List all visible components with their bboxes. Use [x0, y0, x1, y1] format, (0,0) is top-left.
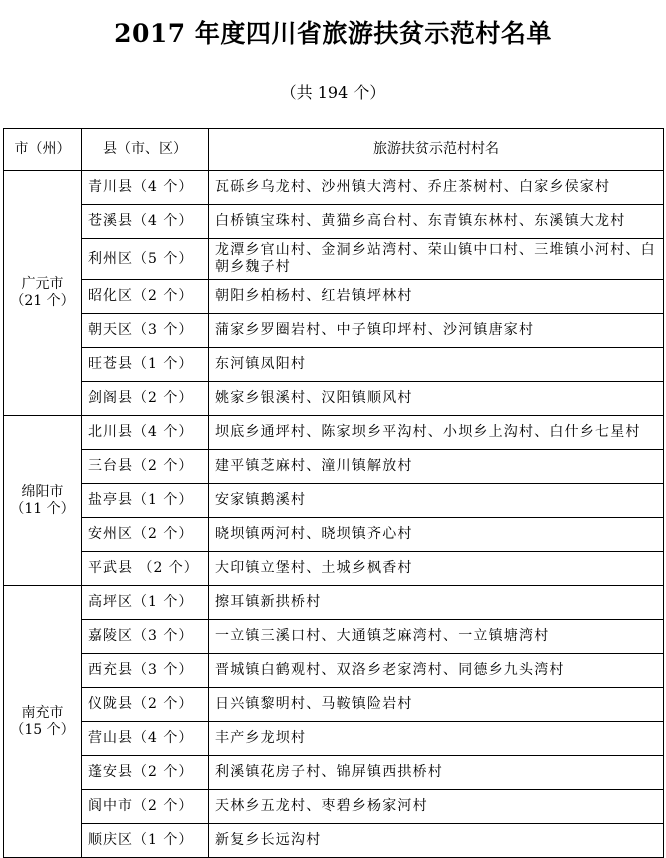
village-cell: 利溪镇花房子村、锦屏镇西拱桥村: [209, 756, 664, 790]
table-header-row: [4, 129, 664, 171]
village-cell: 晓坝镇两河村、晓坝镇齐心村: [209, 518, 664, 552]
county-cell: 高坪区（1 个）: [82, 586, 209, 620]
document-title: 2017 年度四川省旅游扶贫示范村名单: [114, 19, 552, 48]
county-cell: 西充县（3 个）: [82, 654, 209, 688]
table-row: [4, 171, 664, 205]
table-row: [4, 450, 664, 484]
table-row: [4, 620, 664, 654]
table-row: [4, 756, 664, 790]
county-cell: 平武县 （2 个）: [82, 552, 209, 586]
county-cell: 旺苍县（1 个）: [82, 348, 209, 382]
city-count: （15 个）: [10, 721, 75, 738]
village-cell: 蒲家乡罗圈岩村、中子镇印坪村、沙河镇唐家村: [209, 314, 664, 348]
county-cell: 阆中市（2 个）: [82, 790, 209, 824]
table-row: [4, 722, 664, 756]
county-cell: 安州区（2 个）: [82, 518, 209, 552]
city-name: 绵阳市: [21, 483, 64, 500]
table-row: [4, 518, 664, 552]
header-city: 市（州）: [4, 129, 82, 171]
village-cell: 晋城镇白鹤观村、双洛乡老家湾村、同德乡九头湾村: [209, 654, 664, 688]
table-row: [4, 205, 664, 239]
county-cell: 盐亭县（1 个）: [82, 484, 209, 518]
village-table: [3, 128, 664, 858]
county-cell: 青川县（4 个）: [82, 171, 209, 205]
village-cell: 建平镇芝麻村、潼川镇解放村: [209, 450, 664, 484]
table-row: [4, 790, 664, 824]
city-count: （11 个）: [10, 500, 75, 517]
header-county: 县（市、区）: [82, 129, 209, 171]
county-cell: 顺庆区（1 个）: [82, 824, 209, 858]
county-cell: 朝天区（3 个）: [82, 314, 209, 348]
county-cell: 苍溪县（4 个）: [82, 205, 209, 239]
header-village: 旅游扶贫示范村村名: [209, 129, 664, 171]
county-cell: 蓬安县（2 个）: [82, 756, 209, 790]
table-row: [4, 586, 664, 620]
village-cell: 大印镇立堡村、土城乡枫香村: [209, 552, 664, 586]
county-cell: 仪陇县（2 个）: [82, 688, 209, 722]
city-count: （21 个）: [10, 293, 75, 309]
village-cell: 坝底乡通坪村、陈家坝乡平沟村、小坝乡上沟村、白什乡七星村: [209, 416, 664, 450]
county-cell: 嘉陵区（3 个）: [82, 620, 209, 654]
table-row: [4, 348, 664, 382]
table-row: [4, 688, 664, 722]
city-cell-guangyuan: [4, 171, 82, 416]
county-cell: 营山县（4 个）: [82, 722, 209, 756]
village-cell: 白桥镇宝珠村、黄猫乡高台村、东青镇东林村、东溪镇大龙村: [209, 205, 664, 239]
county-cell: 三台县（2 个）: [82, 450, 209, 484]
table-row: [4, 552, 664, 586]
village-cell: 擦耳镇新拱桥村: [209, 586, 664, 620]
village-cell: 一立镇三溪口村、大通镇芝麻湾村、一立镇塘湾村: [209, 620, 664, 654]
table-row: [4, 824, 664, 858]
village-cell: 龙潭乡官山村、金洞乡站湾村、荣山镇中口村、三堆镇小河村、白朝乡魏子村: [209, 239, 664, 280]
village-cell: 安家镇鹅溪村: [209, 484, 664, 518]
county-cell: 剑阁县（2 个）: [82, 382, 209, 416]
county-cell: 昭化区（2 个）: [82, 280, 209, 314]
village-cell: 丰产乡龙坝村: [209, 722, 664, 756]
city-cell-mianyang: [4, 416, 82, 586]
village-cell: 天林乡五龙村、枣碧乡杨家河村: [209, 790, 664, 824]
table-row: [4, 239, 664, 280]
table-row: [4, 382, 664, 416]
table-row: [4, 484, 664, 518]
county-cell: 北川县（4 个）: [82, 416, 209, 450]
city-name: 广元市: [21, 276, 64, 292]
city-cell-nanchong: [4, 586, 82, 858]
table-row: [4, 654, 664, 688]
table-row: [4, 416, 664, 450]
village-cell: 日兴镇黎明村、马鞍镇险岩村: [209, 688, 664, 722]
village-cell: 姚家乡银溪村、汉阳镇顺风村: [209, 382, 664, 416]
city-name: 南充市: [21, 704, 64, 721]
village-cell: 东河镇凤阳村: [209, 348, 664, 382]
village-cell: 新复乡长远沟村: [209, 824, 664, 858]
table-row: [4, 280, 664, 314]
village-cell: 朝阳乡柏杨村、红岩镇坪林村: [209, 280, 664, 314]
document-subtitle: （共 194 个）: [280, 83, 386, 102]
table-row: [4, 314, 664, 348]
village-cell: 瓦砾乡乌龙村、沙州镇大湾村、乔庄茶树村、白家乡侯家村: [209, 171, 664, 205]
county-cell: 利州区（5 个）: [82, 239, 209, 280]
